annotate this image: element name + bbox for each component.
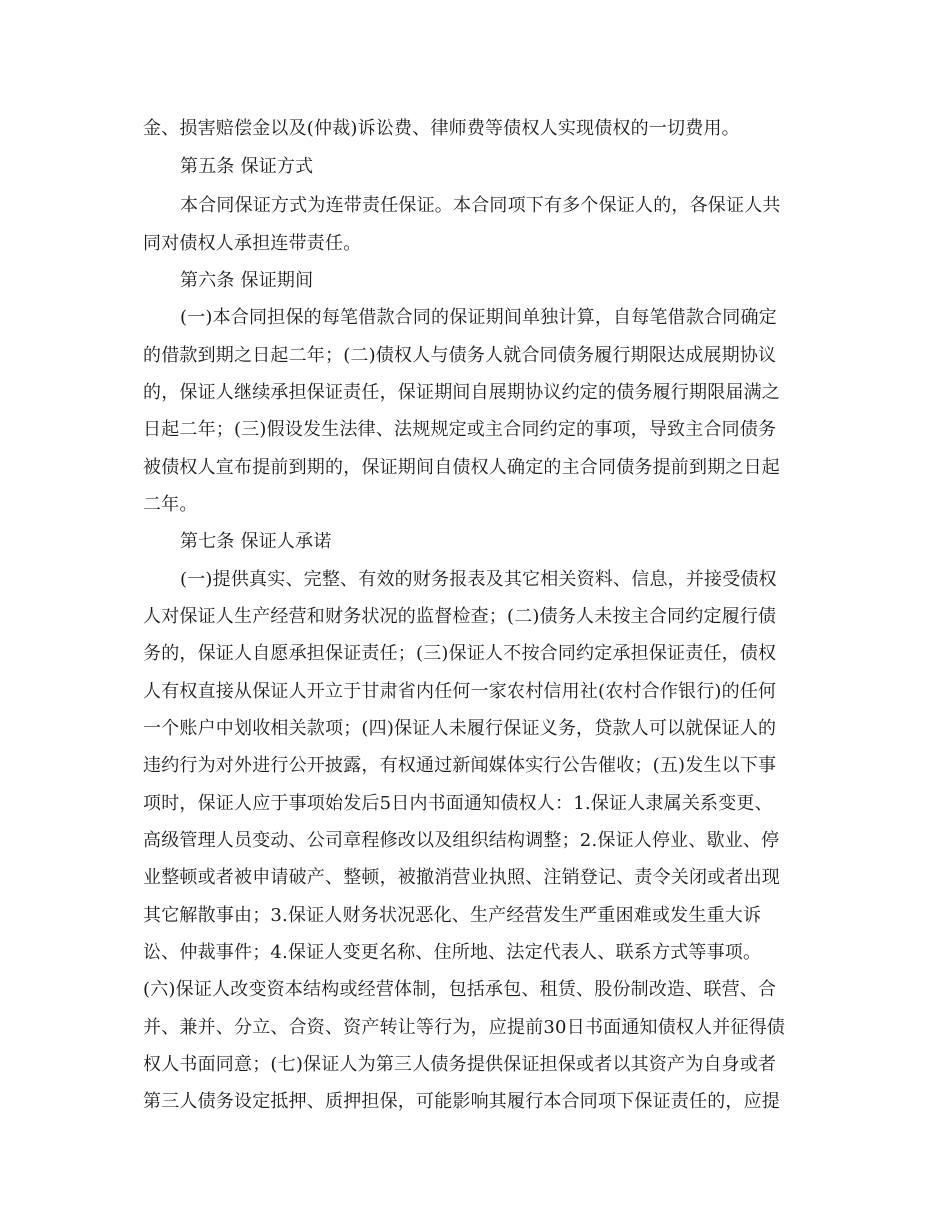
text-line: 并、兼并、分立、合资、资产转让等行为，应提前30日书面通知债权人并征得债 (143, 1017, 786, 1038)
section-heading: 第七条 保证人承诺 (180, 531, 332, 552)
text-line: (一)提供真实、完整、有效的财务报表及其它相关资料、信息，并接受债权 (180, 569, 777, 590)
text-line: 其它解散事由；3.保证人财务状况恶化、生产经营发生严重困难或发生重大诉 (143, 905, 762, 926)
text-line: 高级管理人员变动、公司章程修改以及组织结构调整；2.保证人停业、歇业、停 (143, 830, 780, 851)
section-heading: 第六条 保证期间 (180, 270, 314, 291)
text-line: 权人书面同意；(七)保证人为第三人债务提供保证担保或者以其资产为自身或者 (143, 1054, 777, 1075)
text-line: 违约行为对外进行公开披露，有权通过新闻媒体实行公告催收；(五)发生以下事 (143, 755, 777, 776)
text-line: 二年。 (143, 494, 198, 515)
text-line: 业整顿或者被申请破产、整顿，被撤消营业执照、注销登记、责令关闭或者出现 (143, 867, 780, 888)
text-line: 日起二年；(三)假设发生法律、法规规定或主合同约定的事项，导致主合同债务 (143, 419, 777, 440)
text-line: (六)保证人改变资本结构或经营体制，包括承包、租赁、股份制改造、联营、合 (143, 979, 777, 1000)
text-line: 人对保证人生产经营和财务状况的监督检查；(二)债务人未按主合同约定履行债 (143, 606, 777, 627)
text-line: 务的，保证人自愿承担保证责任；(三)保证人不按合同约定承担保证责任，债权 (143, 643, 777, 664)
text-line: 讼、仲裁事件；4.保证人变更名称、住所地、法定代表人、联系方式等事项。 (143, 942, 762, 963)
text-line: 的，保证人继续承担保证责任，保证期间自展期协议约定的债务履行期限届满之 (143, 382, 780, 403)
text-line: 第三人债务设定抵押、质押担保，可能影响其履行本合同项下保证责任的，应提 (143, 1091, 780, 1112)
text-line: (一)本合同担保的每笔借款合同的保证期间单独计算，自每笔借款合同确定 (180, 307, 777, 328)
text-line: 本合同保证方式为连带责任保证。本合同项下有多个保证人的，各保证人共 (180, 195, 781, 216)
text-line: 人有权直接从保证人开立于甘肃省内任何一家农村信用社(农村合作银行)的任何 (143, 681, 777, 702)
section-heading: 第五条 保证方式 (180, 156, 314, 177)
text-line: 项时，保证人应于事项始发后5日内书面通知债权人：1.保证人隶属关系变更、 (143, 793, 773, 814)
text-line: 一个账户中划收相关款项；(四)保证人未履行保证义务，贷款人可以就保证人的 (143, 718, 777, 739)
text-line: 被债权人宣布提前到期的，保证期间自债权人确定的主合同债务提前到期之日起 (143, 457, 780, 478)
text-line: 的借款到期之日起二年；(二)债权人与债务人就合同债务履行期限达成展期协议 (143, 345, 777, 366)
text-line: 同对债权人承担连带责任。 (143, 233, 362, 254)
text-line: 金、损害赔偿金以及(仲裁)诉讼费、律师费等债权人实现债权的一切费用。 (143, 118, 740, 139)
